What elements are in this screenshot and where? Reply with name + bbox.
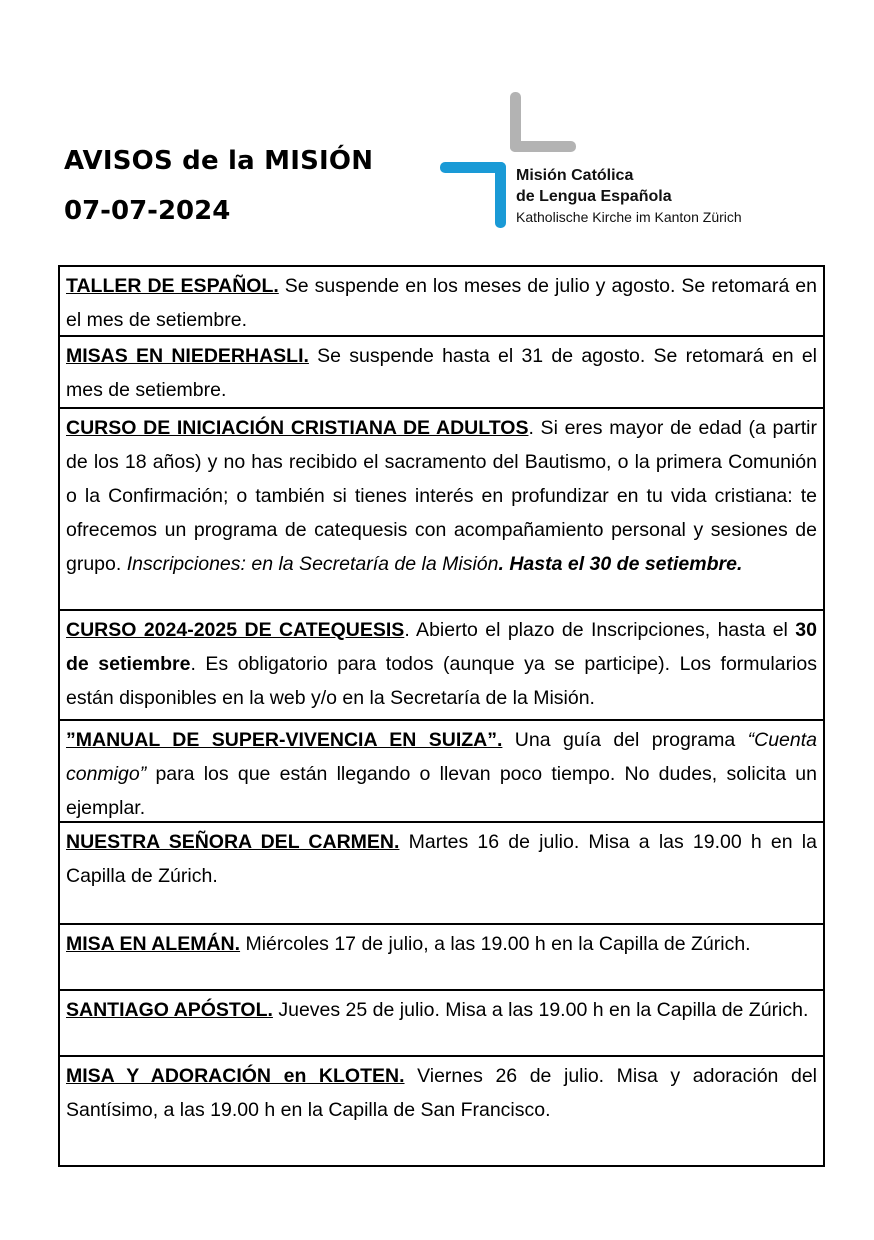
logo-line-2: de Lengua Española [516, 188, 672, 205]
notice-heading: MISAS EN NIEDERHASLI. [66, 345, 309, 367]
notice-taller-espanol [60, 267, 823, 337]
notice-heading: TALLER DE ESPAÑOL. [66, 275, 279, 297]
notice-santiago-apostol [60, 991, 823, 1057]
notice-heading: CURSO 2024-2025 DE CATEQUESIS [66, 619, 405, 641]
notice-body: Una guía del programa [502, 729, 748, 751]
logo-line-3: Katholische Kirche im Kanton Zürich [516, 209, 742, 225]
page-title: AVISOS de la MISIÓN [64, 146, 374, 176]
notice-body: Miércoles 17 de julio, a las 19.00 h en la Capilla de Zúrich. [240, 933, 751, 955]
notice-manual-supervivencia [60, 721, 823, 823]
notice-body: Se suspende en los meses de julio y agosto. Se retomará en el mes de setiembre. [66, 275, 817, 331]
notice-heading: SANTIAGO APÓSTOL. [66, 999, 273, 1021]
notices-table [58, 265, 825, 1167]
notice-misa-aleman [60, 925, 823, 991]
logo-text [516, 165, 742, 228]
notice-deadline: 30 de setiembre [66, 619, 817, 675]
notice-heading: NUESTRA SEÑORA DEL CARMEN. [66, 831, 400, 853]
logo-line-1: Misión Católica [516, 167, 634, 184]
page-date: 07-07-2024 [64, 196, 231, 226]
notice-body: Viernes 26 de julio. Misa y adoración del Santísimo, a las 19.00 h en la Capilla de San Francisco. [66, 1065, 817, 1121]
notice-body-2: para los que están llegando o llevan poco tiempo. No dudes, solicita un ejemplar. [66, 763, 817, 819]
notice-italic: “Cuenta conmigo” [66, 729, 818, 785]
notice-italic: Inscripciones: en la Secretaría de la Misión [126, 553, 499, 575]
notice-curso-catequesis [60, 611, 823, 721]
notice-body: . Abierto el plazo de Inscripciones, hasta el [404, 619, 796, 641]
notice-body: Se suspende hasta el 31 de agosto. Se retomará en el mes de setiembre. [66, 345, 817, 401]
notice-curso-iniciacion [60, 409, 823, 611]
notice-misa-adoracion-kloten [60, 1057, 823, 1165]
notice-senora-carmen [60, 823, 823, 925]
notice-deadline: . Hasta el 30 de setiembre. [498, 553, 743, 575]
notice-body: . Si eres mayor de edad (a partir de los 18 años) y no has recibido el sacramento del Bautismo, o la primera Comunión o la Confirmación; o también si tienes interés en profundizar en tu vida cristiana: te ofrecemos un programa de catequesis con acompañamiento personal y sesiones de grupo. [66, 417, 817, 575]
notice-heading: MISA EN ALEMÁN. [66, 933, 241, 955]
notice-body-2: . Es obligatorio para todos (aunque ya se participe). Los formularios están disponibles en la web y/o en la Secretaría de la Misión. [66, 653, 817, 709]
notice-heading: ”MANUAL DE SUPER-VIVENCIA EN SUIZA”. [66, 729, 503, 751]
mission-logo [440, 90, 770, 235]
notice-body: Jueves 25 de julio. Misa a las 19.00 h en la Capilla de Zúrich. [272, 999, 809, 1021]
notice-heading: MISA Y ADORACIÓN en KLOTEN. [66, 1065, 405, 1087]
notice-body: Martes 16 de julio. Misa a las 19.00 h en la Capilla de Zúrich. [66, 831, 817, 887]
notice-misas-niederhasli [60, 337, 823, 409]
notice-heading: CURSO DE INICIACIÓN CRISTIANA DE ADULTOS [66, 417, 529, 439]
